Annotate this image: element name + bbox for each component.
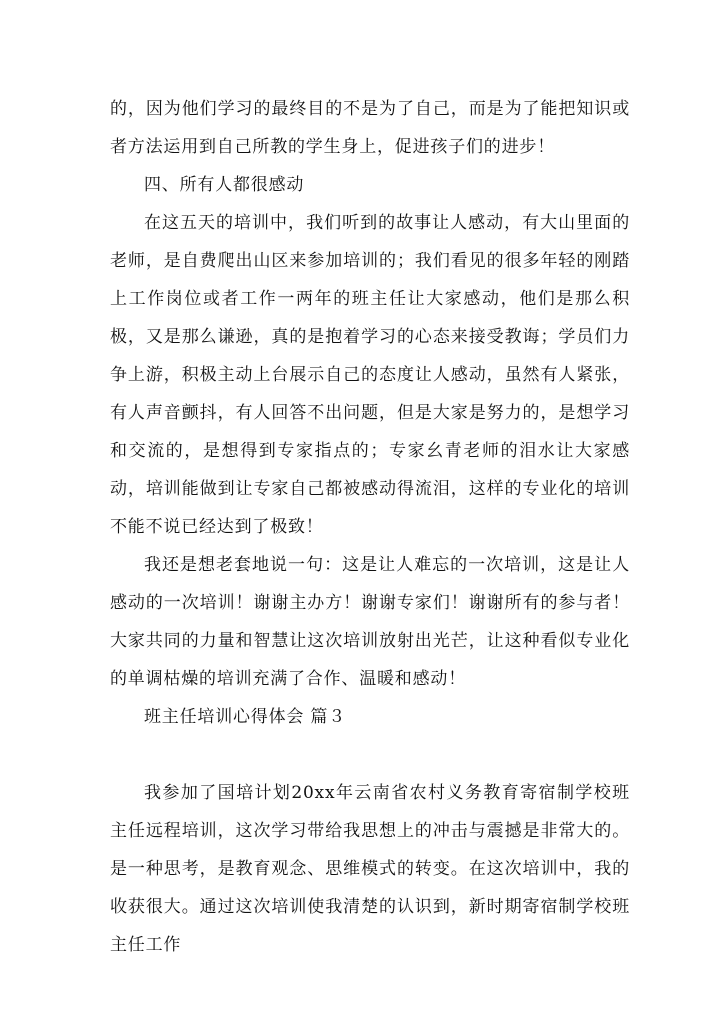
paragraph-continuation: 的，因为他们学习的最终目的不是为了自己，而是为了能把知识或者方法运用到自己所教的学生身上，促进孩子们的进步！ <box>110 99 630 157</box>
paragraph-training-moving: 在这五天的培训中，我们听到的故事让人感动，有大山里面的老师，是自费爬出山区来参加培训的；我们看见的很多年轻的刚踏上工作岗位或者工作一两年的班主任让大家感动，他们是那么积极，又是那么谦逊，真的是抱着学习的心态来接受教诲；学员们力争上游，积极主动上台展示自己的态度让人感动，虽然有人紧张，有人声音颤抖，有人回答不出问题，但是大家是努力的，是想学习和交流的，是想得到专家指点的；专家幺青老师的泪水让大家感动，培训能做到让专家自己都被感动得流泪，这样的专业化的培训不能不说已经达到了极致！ <box>110 213 630 537</box>
article-title: 班主任培训心得体会 篇３ <box>144 707 347 727</box>
document-body <box>110 90 630 964</box>
paragraph-guopei: 我参加了国培计划20xx年云南省农村义务教育寄宿制学校班主任远程培训，这次学习带给我思想上的冲击与震撼是非常大的。是一种思考，是教育观念、思维模式的转变。在这次培训中，我的收获很大。通过这次培训使我清楚的认识到，新时期寄宿制学校班主任工作 <box>110 783 630 955</box>
paragraph-thanks: 我还是想老套地说一句：这是让人难忘的一次培训，这是让人感动的一次培训！谢谢主办方！谢谢专家们！谢谢所有的参与者！大家共同的力量和智慧让这次培训放射出光芒，让这种看似专业化的单调枯燥的培训充满了合作、温暖和感动！ <box>110 555 630 689</box>
blank-line <box>110 736 630 774</box>
section-heading: 四、所有人都很感动 <box>144 175 305 195</box>
